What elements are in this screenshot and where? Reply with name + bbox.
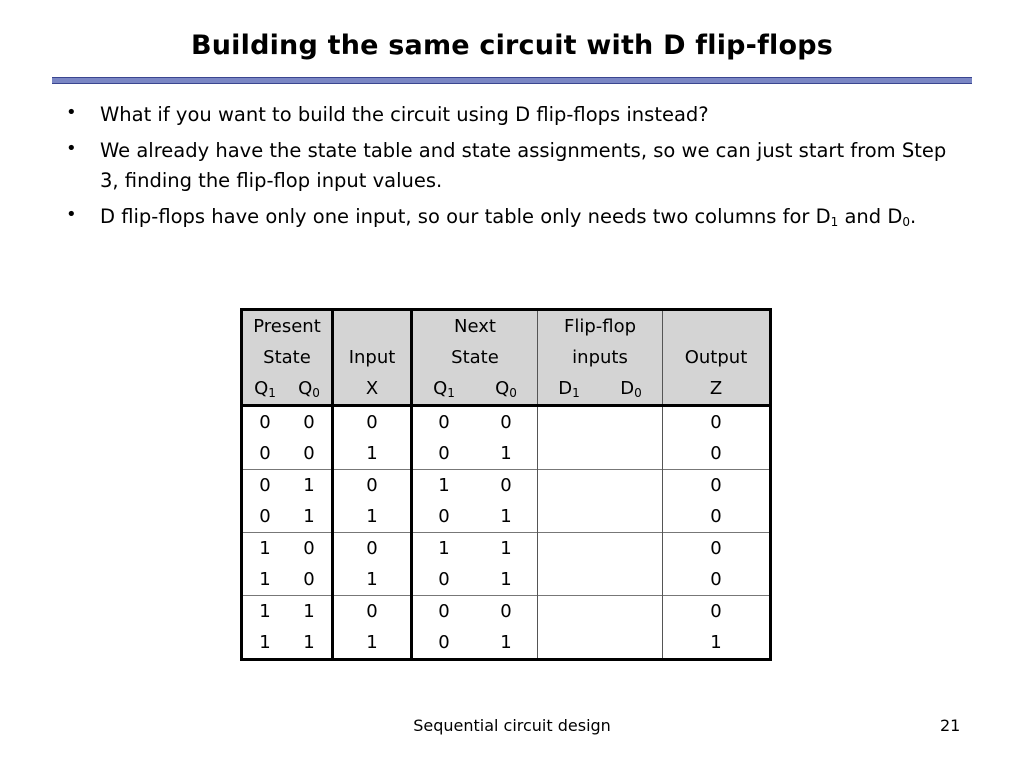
var-letter: D	[620, 378, 635, 399]
table-row	[242, 501, 771, 533]
subscript: 1	[447, 386, 455, 400]
d0-cell	[600, 564, 663, 596]
output-header-blank	[663, 310, 771, 343]
next-q1-cell: 0	[412, 627, 476, 660]
present-q1-cell: 1	[259, 632, 271, 653]
input-x-cell: 0	[333, 533, 412, 565]
d1-cell	[538, 596, 601, 628]
bullet-text: What if you want to build the circuit using D flip-flops instead?	[100, 103, 709, 126]
present-q1-cell: 0	[242, 470, 288, 502]
next-q1-cell: 0	[412, 406, 476, 439]
z-header: Z	[663, 373, 771, 406]
next-state-header: State	[412, 342, 538, 373]
output-z-cell: 0	[663, 470, 771, 502]
d0-cell	[600, 596, 663, 628]
input-x-cell: 0	[333, 406, 412, 439]
d1-cell	[538, 564, 601, 596]
d0-cell	[600, 501, 663, 533]
d1-cell	[538, 438, 601, 470]
footer-text: Sequential circuit design	[413, 716, 611, 735]
q1-header	[242, 373, 288, 406]
bullet-item	[66, 100, 966, 130]
d1-cell	[538, 406, 601, 439]
output-z-cell: 0	[663, 438, 771, 470]
bullet-item	[66, 202, 966, 232]
subscript: 1	[268, 386, 276, 400]
table-row	[242, 627, 771, 660]
input-x-cell: 0	[333, 470, 412, 502]
next-q0-cell: 1	[500, 569, 512, 590]
d0-cell	[600, 470, 663, 502]
bullet-list	[66, 100, 966, 238]
present-q0-cell: 0	[303, 569, 315, 590]
table-row	[242, 438, 771, 470]
bullet-icon: •	[66, 204, 77, 225]
output-z-cell: 0	[663, 406, 771, 439]
table-row	[242, 470, 771, 502]
present-q0-cell: 0	[303, 412, 315, 433]
input-x-cell: 1	[333, 438, 412, 470]
next-q1-header	[412, 373, 476, 406]
bullet-text: D flip-flops have only one input, so our table only needs two columns for D	[100, 205, 831, 228]
header-row	[242, 310, 771, 343]
present-q0-cell: 1	[303, 632, 315, 653]
present-q0-cell: 1	[287, 470, 333, 502]
table-row	[242, 564, 771, 596]
output-z-cell: 1	[663, 627, 771, 660]
output-z-cell: 0	[663, 596, 771, 628]
bullet-text: .	[910, 205, 917, 228]
subscript: 0	[312, 386, 320, 400]
next-q0-cell: 1	[500, 443, 512, 464]
ff-inputs-header: Flip-flop	[538, 310, 663, 343]
subscript: 0	[634, 386, 642, 400]
bullet-item	[66, 136, 966, 196]
next-q0-cell: 1	[475, 533, 538, 565]
subscript: 1	[572, 386, 580, 400]
title-underline	[52, 77, 972, 84]
d1-cell	[538, 470, 601, 502]
d1-cell	[538, 501, 601, 533]
present-q1-cell: 1	[242, 533, 288, 565]
d0-cell	[600, 406, 663, 439]
subscript: 1	[830, 215, 839, 229]
d1-cell	[538, 533, 601, 565]
bullet-text: and D	[838, 205, 903, 228]
table-row	[242, 406, 771, 439]
next-q1-cell: 1	[412, 470, 476, 502]
d0-cell	[600, 438, 663, 470]
present-q1-cell: 0	[259, 506, 271, 527]
table-row	[242, 596, 771, 628]
var-letter: Q	[254, 378, 269, 399]
next-q1-cell: 1	[412, 533, 476, 565]
next-q1-cell: 0	[412, 438, 476, 470]
bullet-text: We already have the state table and state assignments, so we can just start from Step 3, finding the flip-flop input values.	[100, 139, 947, 192]
present-q1-cell: 1	[259, 569, 271, 590]
input-x-cell: 1	[333, 627, 412, 660]
next-q1-cell: 0	[412, 501, 476, 533]
present-q0-cell: 1	[287, 596, 333, 628]
next-q0-cell: 0	[475, 470, 538, 502]
present-q1-cell: 1	[242, 596, 288, 628]
var-letter: Q	[495, 378, 510, 399]
next-q0-cell: 1	[500, 506, 512, 527]
subscript: 0	[902, 215, 911, 229]
next-q0-header	[475, 373, 538, 406]
input-header-blank	[333, 310, 412, 343]
d1-cell	[538, 627, 601, 660]
next-q1-cell: 0	[412, 564, 476, 596]
output-z-cell: 0	[663, 501, 771, 533]
bullet-icon: •	[66, 138, 77, 159]
d1-header	[538, 373, 601, 406]
q0-header	[287, 373, 333, 406]
var-letter: D	[558, 378, 573, 399]
input-x-cell: 1	[333, 564, 412, 596]
header-row	[242, 373, 771, 406]
next-q0-cell: 0	[475, 596, 538, 628]
input-x-cell: 0	[333, 596, 412, 628]
header-row	[242, 342, 771, 373]
bullet-icon: •	[66, 102, 77, 123]
output-z-cell: 0	[663, 564, 771, 596]
present-state-header: Present	[242, 310, 333, 343]
d0-cell	[600, 533, 663, 565]
present-state-header: State	[242, 342, 333, 373]
present-q0-cell: 0	[287, 533, 333, 565]
x-header: X	[333, 373, 412, 406]
var-letter: Q	[298, 378, 313, 399]
present-q1-cell: 0	[259, 443, 271, 464]
input-x-cell: 1	[333, 501, 412, 533]
next-state-header: Next	[412, 310, 538, 343]
table-row	[242, 533, 771, 565]
present-q0-cell: 0	[303, 443, 315, 464]
subscript: 0	[509, 386, 517, 400]
page-number: 21	[940, 716, 961, 735]
next-q0-cell: 0	[500, 412, 512, 433]
input-header: Input	[333, 342, 412, 373]
ff-inputs-header: inputs	[538, 342, 663, 373]
next-q1-cell: 0	[412, 596, 476, 628]
var-letter: Q	[433, 378, 448, 399]
slide-title: Building the same circuit with D flip-flops	[190, 30, 834, 61]
output-z-cell: 0	[663, 533, 771, 565]
state-table	[240, 308, 772, 661]
d0-header	[600, 373, 663, 406]
d0-cell	[600, 627, 663, 660]
present-q1-cell: 0	[259, 412, 271, 433]
next-q0-cell: 1	[500, 632, 512, 653]
output-header: Output	[663, 342, 771, 373]
present-q0-cell: 1	[303, 506, 315, 527]
